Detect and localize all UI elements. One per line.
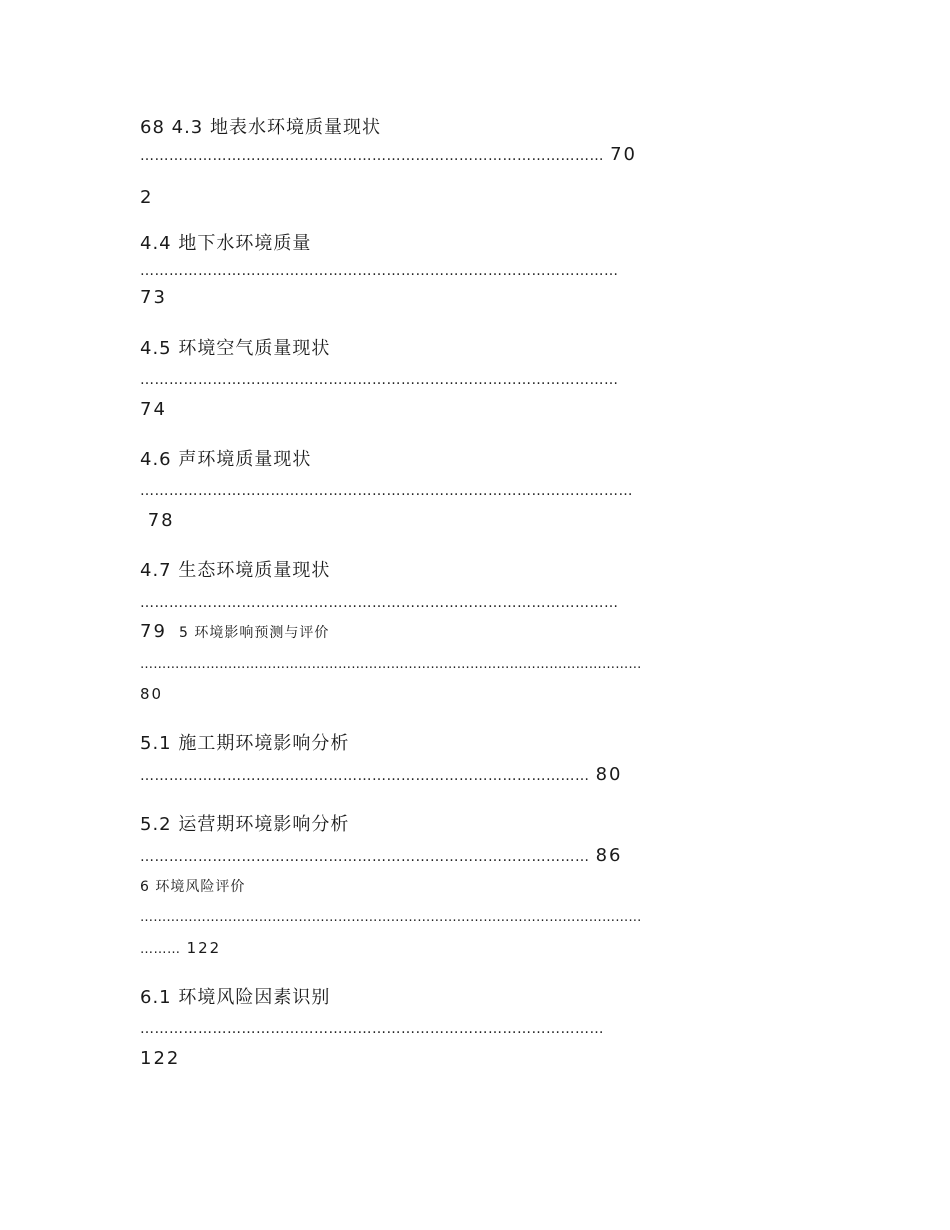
- toc-entry-5-1: [140, 735, 349, 753]
- toc-entry-4-3: [140, 119, 381, 137]
- toc-leader-dots: ………………………………………………………………………………………: [140, 263, 619, 279]
- toc-page-number: 80: [595, 764, 623, 785]
- toc-leader-row: [140, 940, 221, 956]
- toc-leader-dots: ……………………………………………………………………………………: [140, 1021, 604, 1037]
- page-number-2: 2: [140, 187, 154, 208]
- toc-page-number: 70: [610, 144, 637, 165]
- toc-leader-dots: …………………………………………………………………………………: [140, 849, 590, 865]
- toc-page-number: 86: [595, 845, 623, 866]
- toc-leader-row: [140, 146, 637, 164]
- toc-leader-dots: ………: [140, 942, 181, 957]
- toc-entry-text: 5 环境影响预测与评价: [179, 625, 330, 641]
- toc-entry-text: 68 4.3 地表水环境质量现状: [140, 117, 381, 138]
- toc-entry-text: 6.1 环境风险因素识别: [140, 987, 331, 1008]
- toc-entry-6-1: [140, 989, 330, 1007]
- toc-page-number: 79: [140, 621, 167, 642]
- toc-entry-text: 6 环境风险评价: [140, 879, 246, 895]
- toc-leader-row: [140, 766, 623, 784]
- toc-entry-4-6: [140, 451, 311, 469]
- toc-entry-text: 5.1 施工期环境影响分析: [140, 733, 350, 754]
- toc-entry-6: [140, 880, 245, 894]
- toc-page-number: 122: [186, 939, 222, 957]
- toc-leader-dots: …………………………………………………………………………………: [140, 768, 590, 784]
- toc-page-number: 74: [140, 399, 167, 420]
- toc-leader-dots: ……………………………………………………………………………………………………: [140, 910, 642, 925]
- toc-entry-text: 4.4 地下水环境质量: [140, 233, 312, 254]
- toc-page-number: 73: [140, 287, 167, 308]
- toc-entry-5-2: [140, 816, 349, 834]
- toc-page-number: 122: [140, 1048, 181, 1069]
- toc-leader-dots: ………………………………………………………………………………………: [140, 372, 619, 388]
- toc-page-number: 78: [140, 510, 175, 531]
- toc-entry-4-4: [140, 235, 311, 253]
- toc-leader-dots: ……………………………………………………………………………………………………: [140, 657, 642, 672]
- toc-entry-4-7: [140, 562, 330, 580]
- toc-leader-row: [140, 847, 623, 865]
- toc-entry-text: 4.7 生态环境质量现状: [140, 560, 331, 581]
- toc-entry-text: 4.6 声环境质量现状: [140, 449, 312, 470]
- toc-leader-dots: ……………………………………………………………………………………: [140, 148, 604, 164]
- toc-leader-dots: ………………………………………………………………………………………: [140, 595, 619, 611]
- toc-entry-4-5: [140, 340, 330, 358]
- toc-entry-text: 5.2 运营期环境影响分析: [140, 814, 350, 835]
- toc-page-number: 80: [140, 685, 164, 703]
- toc-leader-dots: …………………………………………………………………………………………: [140, 483, 633, 499]
- toc-entry-5: [140, 623, 329, 641]
- toc-entry-text: 4.5 环境空气质量现状: [140, 338, 331, 359]
